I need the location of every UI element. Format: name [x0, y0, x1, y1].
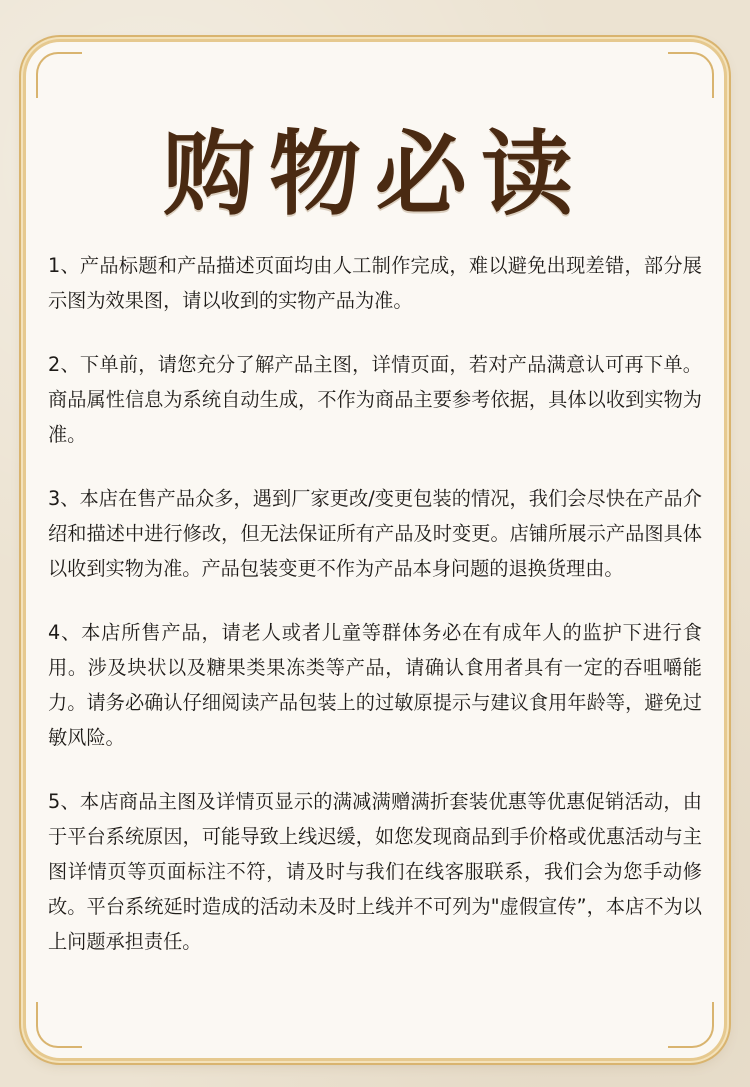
notice-card	[26, 42, 724, 1058]
corner-ornament-bottom-right	[668, 1002, 714, 1048]
notice-item-2: 2、下单前，请您充分了解产品主图，详情页面，若对产品满意认可再下单。商品属性信息为系统自动生成，不作为商品主要参考依据，具体以收到实物为准。	[48, 353, 702, 446]
notice-list	[48, 248, 702, 988]
notice-item-4: 4、本店所售产品，请老人或者儿童等群体务必在有成年人的监护下进行食用。涉及块状以及糖果类果冻类等产品，请确认食用者具有一定的吞咀嚼能力。请务必确认仔细阅读产品包装上的过敏原提示与建议食用年龄等，避免过敏风险。	[48, 621, 702, 749]
page-title: 购物必读	[162, 121, 587, 228]
notice-item-3: 3、本店在售产品众多，遇到厂家更改/变更包装的情况，我们会尽快在产品介绍和描述中进行修改，但无法保证所有产品及时变更。店铺所展示产品图具体以收到实物为准。产品包装变更不作为产品本身问题的退换货理由。	[48, 487, 702, 580]
notice-item-5: 5、本店商品主图及详情页显示的满减满赠满折套装优惠等优惠促销活动，由于平台系统原因，可能导致上线迟缓，如您发现商品到手价格或优惠活动与主图详情页等页面标注不符，请及时与我们在线客服联系，我们会为您手动修改。平台系统延时造成的活动未及时上线并不可列为"虚假宣传”，本店不为以上问题承担责任。	[48, 790, 702, 953]
corner-ornament-top-left	[36, 52, 82, 98]
corner-ornament-top-right	[668, 52, 714, 98]
corner-ornament-bottom-left	[36, 1002, 82, 1048]
notice-item-1: 1、产品标题和产品描述页面均由人工制作完成，难以避免出现差错，部分展示图为效果图，请以收到的实物产品为准。	[48, 254, 702, 312]
